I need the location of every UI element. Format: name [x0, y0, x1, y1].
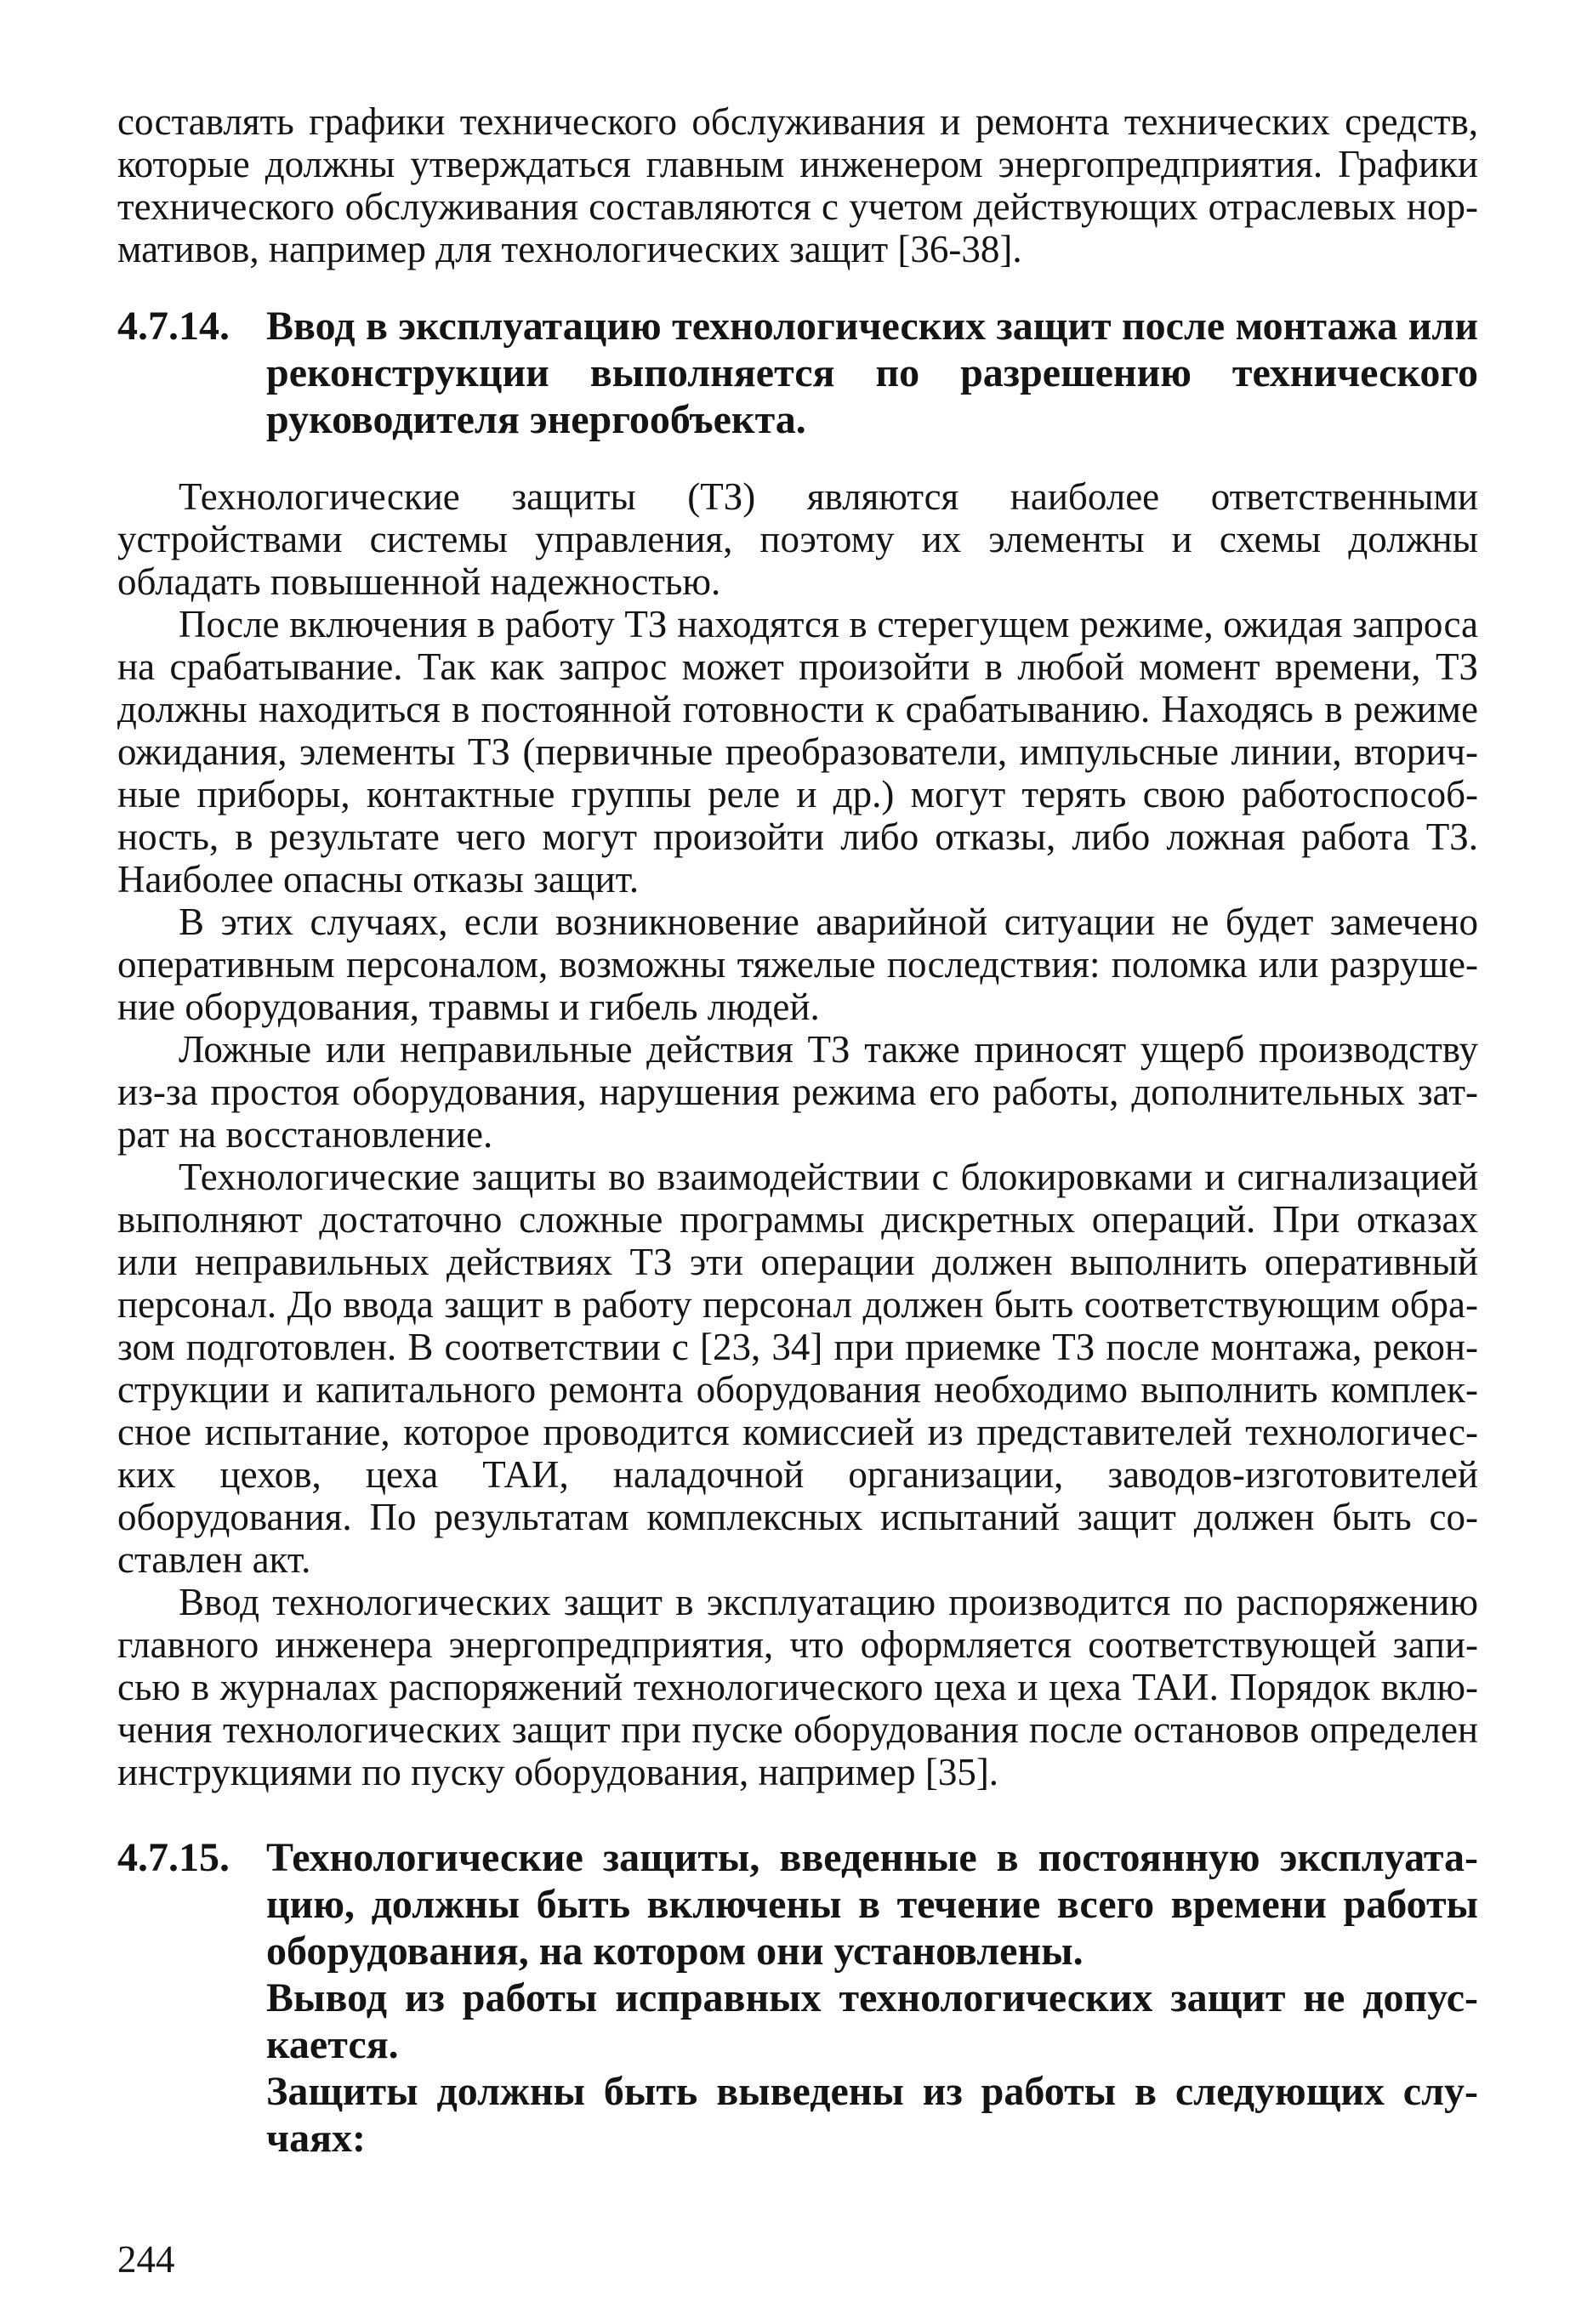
section-number: 4.7.15.	[117, 1835, 230, 1880]
body-paragraph: В этих случаях, если возникновение аварийной ситуации не будет замечено оперативным персоналом, возможны тяжелые последствия: поломка или разрушение оборудования, травмы и гибель людей.	[117, 901, 1478, 1028]
body-paragraph: Ввод технологических защит в эксплуатацию производится по распоряжению главного инженера энергопредприятия, что оформляется соответствующей записью в журналах распоряжений технологического цеха и цеха ТАИ. Порядок включения технологических защит при пуске оборудования после остановов определен инструкциями по пуску оборудования, например [35].	[117, 1581, 1478, 1793]
body-paragraph: Технологические защиты во взаимодействии с блокировками и сигнализацией выполняют достаточно сложные программы дискретных операций. При отказах или неправильных действиях ТЗ эти операции должен выполнить оперативный персонал. До ввода защит в работу персонал должен быть соответствующим образом подготовлен. В соответствии с [23, 34] при приемке ТЗ после монтажа, реконструкции и капитального ремонта оборудования необходимо выполнить комплексное испытание, которое проводится комиссией из представителей технологических цехов, цеха ТАИ, наладочной организации, заводов-изготовителей оборудования. По результатам комплексных испытаний защит должен быть составлен акт.	[117, 1156, 1478, 1581]
section-number: 4.7.14.	[117, 304, 230, 349]
page-number: 244	[117, 2238, 175, 2281]
body-paragraph: После включения в работу ТЗ находятся в стерегущем режиме, ожидая запроса на срабатывание. Так как запрос может произойти в любой момент времени, ТЗ должны находиться в постоянной готовности к срабатыванию. Находясь в режиме ожидания, элементы ТЗ (первичные преобразователи, импульсные линии, вторичные приборы, контактные группы реле и др.) могут терять свою работоспособность, в результате чего могут произойти либо отказы, либо ложная работа ТЗ. Наиболее опасны отказы защит.	[117, 603, 1478, 901]
intro-paragraph: составлять графики технического обслуживания и ремонта технических средств, которые должны утверждаться главным инженером энергопредприятия. Графики технического обслуживания составляются с учетом действующих отраслевых нормативов, например для технологических защит [36-38].	[117, 100, 1478, 270]
section-title: Ввод в эксплуатацию технологических защит после монтажа или реконструкции выполняется по разрешению технического руководителя энергообъекта.	[266, 304, 1478, 442]
section-heading-4-7-14	[117, 303, 1478, 443]
section-line: Технологические защиты, введенные в постоянную эксплуатацию, должны быть включены в течение всего времени работы оборудования, на котором они установлены.	[266, 1835, 1478, 1974]
section-line: Вывод из работы исправных технологических защит не допускается.	[266, 1975, 1478, 2067]
section-heading-4-7-15	[117, 1834, 1478, 2162]
page-content	[117, 100, 1478, 2162]
body-paragraph: Ложные или неправильные действия ТЗ также приносят ущерб производству из-за простоя оборудования, нарушения режима его работы, дополнительных затрат на восстановление.	[117, 1028, 1478, 1156]
body-paragraph: Технологические защиты (ТЗ) являются наиболее ответственными устройствами системы управления, поэтому их элементы и схемы должны обладать повышенной надежностью.	[117, 475, 1478, 603]
section-line: Защиты должны быть выведены из работы в следующих случаях:	[266, 2069, 1478, 2161]
